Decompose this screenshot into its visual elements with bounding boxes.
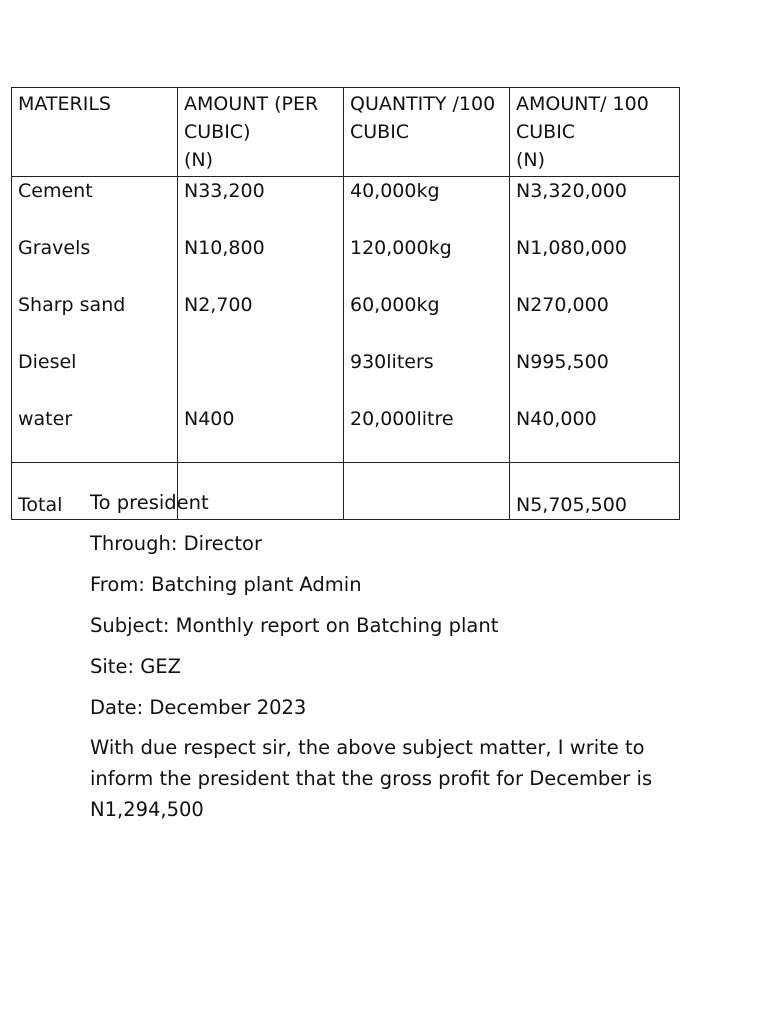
- memo-subject: Subject: Monthly report on Batching plant: [90, 614, 499, 637]
- cell-amount-100: N40,000: [510, 405, 680, 463]
- table-header-row: [12, 88, 680, 177]
- memo-to: To president: [90, 491, 209, 514]
- total-label: Total: [12, 463, 178, 520]
- memo-site: Site: GEZ: [90, 655, 181, 678]
- total-amount-100: N5,705,500: [510, 463, 680, 520]
- cell-amount-100: N270,000: [510, 291, 680, 348]
- cell-material: Diesel: [12, 348, 178, 405]
- cell-amount-per-cubic: N10,800: [178, 234, 344, 291]
- cell-amount-per-cubic: N2,700: [178, 291, 344, 348]
- cell-amount-100: N995,500: [510, 348, 680, 405]
- cell-quantity: 930liters: [344, 348, 510, 405]
- cell-material: Sharp sand: [12, 291, 178, 348]
- cell-amount-100: N1,080,000: [510, 234, 680, 291]
- header-amount-per-cubic: AMOUNT (PER CUBIC) (N): [178, 88, 344, 177]
- cell-material: Gravels: [12, 234, 178, 291]
- table-row: [12, 177, 680, 235]
- table-row: [12, 291, 680, 348]
- cell-quantity: 60,000kg: [344, 291, 510, 348]
- cell-amount-per-cubic: N33,200: [178, 177, 344, 235]
- table-row: [12, 348, 680, 405]
- memo-through: Through: Director: [90, 532, 262, 555]
- cell-quantity: 20,000litre: [344, 405, 510, 463]
- cell-quantity: 40,000kg: [344, 177, 510, 235]
- memo-date: Date: December 2023: [90, 696, 307, 719]
- cell-amount-per-cubic: [178, 348, 344, 405]
- cell-material: Cement: [12, 177, 178, 235]
- memo-from: From: Batching plant Admin: [90, 573, 362, 596]
- header-amount-per-100-cubic: AMOUNT/ 100 CUBIC (N): [510, 88, 680, 177]
- memo-letter: [90, 490, 710, 841]
- header-quantity-per-100-cubic: QUANTITY /100 CUBIC: [344, 88, 510, 177]
- cell-material: water: [12, 405, 178, 463]
- cell-amount-per-cubic: N400: [178, 405, 344, 463]
- memo-body: With due respect sir, the above subject matter, I write to inform the president that the gross profit for December is N1,294,500: [90, 736, 653, 821]
- cell-quantity: 120,000kg: [344, 234, 510, 291]
- table-row: [12, 405, 680, 463]
- materials-cost-table: [11, 87, 680, 520]
- header-materials: MATERILS: [12, 88, 178, 177]
- cell-amount-100: N3,320,000: [510, 177, 680, 235]
- table-row: [12, 234, 680, 291]
